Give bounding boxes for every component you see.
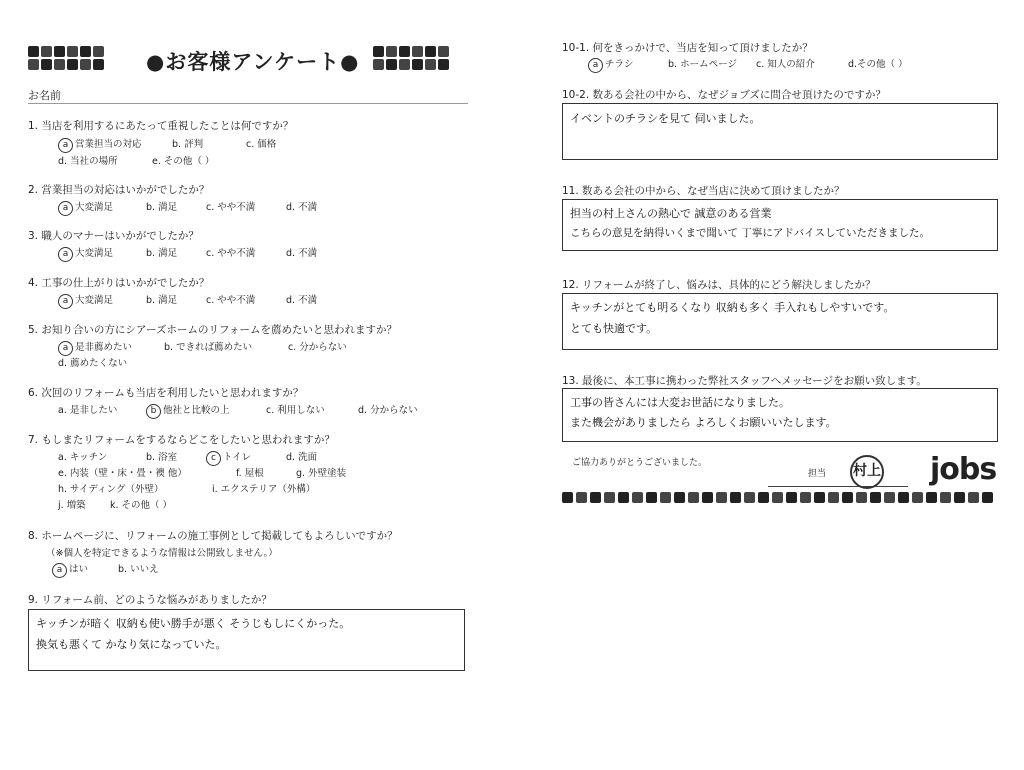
selected-circle: a (52, 563, 67, 578)
q7-option-a: a. キッチン (58, 452, 108, 463)
q5-text: 5. お知り合いの方にシアーズホームのリフォームを薦めたいと思われますか？ (28, 324, 397, 336)
q1-option-a: a 営業担当の対応 (58, 136, 142, 153)
q1-option-d: d. 当社の場所 (58, 156, 118, 167)
title-row (28, 40, 458, 80)
selected-circle: a (58, 294, 73, 309)
q13-text: 13. 最後に、本工事に携わった弊社スタッフへメッセージをお願い致します。 (562, 375, 927, 387)
q5-option-d: d. 薦めたくない (58, 358, 128, 369)
q6-option-d: d. 分からない (358, 405, 418, 416)
q1-option-e: e. その他（ ） (152, 156, 215, 167)
q7-text: 7. もしまたリフォームをするならどこをしたいと思われますか？ (28, 434, 335, 446)
q1-option-b: b. 評判 (172, 139, 204, 150)
q1-text: 1. 当店を利用するにあたって重視したことは何ですか？ (28, 120, 294, 132)
q10-1-option-c: c. 知人の紹介 (756, 59, 815, 70)
q2-text: 2. 営業担当の対応はいかがでしたか？ (28, 184, 210, 196)
q5-option-a: a 是非薦めたい (58, 339, 132, 356)
staff-stamp: 村上 (850, 455, 884, 489)
q2-option-a: a 大変満足 (58, 199, 113, 216)
q7-option-b: b. 浴室 (146, 452, 178, 463)
q7-option-g: g. 外壁塗装 (296, 468, 347, 479)
q7-option-d: d. 洗面 (286, 452, 318, 463)
q4-option-a: a 大変満足 (58, 292, 113, 309)
selected-circle: c (206, 451, 221, 466)
staff-line (768, 486, 908, 487)
selected-circle: a (58, 247, 73, 262)
q10-1-option-d: d.その他（ ） (848, 59, 908, 70)
jobs-logo: jobs (930, 452, 997, 487)
q2-option-b: b. 満足 (146, 202, 178, 213)
selected-circle: a (58, 201, 73, 216)
q2-option-d: d. 不満 (286, 202, 318, 213)
q1-option-c: c. 価格 (246, 139, 277, 150)
thanks-text: ご協力ありがとうございました。 (572, 458, 708, 468)
q8-option-b: b. いいえ (118, 564, 159, 575)
q10-2-answer-line1: イベントのチラシを見て 伺いました。 (570, 112, 761, 125)
q3-option-c: c. やや不満 (206, 248, 256, 259)
q3-option-a: a 大変満足 (58, 245, 113, 262)
page-title: ●お客様アンケート● (146, 50, 360, 74)
q7-option-i: i. エクステリア（外構） (212, 484, 316, 495)
q8-text: 8. ホームページに、リフォームの施工事例として掲載してもよろしいですか？ (28, 530, 398, 542)
q7-option-c: c トイレ (206, 449, 251, 466)
q9-answer-line1: キッチンが暗く 収納も使い勝手が悪く そうじもしにくかった。 (36, 617, 351, 630)
footer-square-pattern (562, 492, 996, 506)
q7-option-e: e. 内装（壁・床・畳・襖 他） (58, 468, 187, 479)
q7-option-k: k. その他（ ） (110, 500, 173, 511)
q9-text: 9. リフォーム前、どのような悩みがありましたか？ (28, 594, 272, 606)
q11-answer-line2: こちらの意見を納得いくまで聞いて 丁寧にアドバイスしていただきました。 (570, 227, 931, 239)
name-label: お名前 (28, 89, 61, 102)
q12-text: 12. リフォームが終了し、悩みは、具体的にどう解決しましたか？ (562, 279, 876, 291)
q8-note: （※個人を特定できるような情報は公開致しません。） (46, 548, 278, 559)
q4-option-b: b. 満足 (146, 295, 178, 306)
q3-text: 3. 職人のマナーはいかがでしたか？ (28, 230, 199, 242)
q10-1-option-b: b. ホームページ (668, 59, 737, 70)
q13-answer-line2: また機会がありましたら よろしくお願いいたします。 (570, 416, 837, 429)
q6-text: 6. 次回のリフォームも当店を利用したいと思われますか？ (28, 387, 304, 399)
q2-option-c: c. やや不満 (206, 202, 256, 213)
q5-option-b: b. できれば薦めたい (164, 342, 253, 353)
q11-answer-line1: 担当の村上さんの熱心で 誠意のある営業 (570, 207, 772, 220)
q13-answer-line1: 工事の皆さんには大変お世話になりました。 (570, 396, 790, 409)
q4-option-d: d. 不満 (286, 295, 318, 306)
q6-option-a: a. 是非したい (58, 405, 118, 416)
q6-option-c: c. 利用しない (266, 405, 325, 416)
q6-option-b: b 他社と比較の上 (146, 402, 230, 419)
q7-option-j: j. 増築 (58, 500, 86, 511)
q10-1-text: 10-1. 何をきっかけで、当店を知って頂けましたか？ (562, 42, 813, 54)
q10-1-option-a: a チラシ (588, 56, 634, 73)
staff-label: 担当 (808, 469, 827, 479)
selected-circle: a (588, 58, 603, 73)
q4-text: 4. 工事の仕上がりはいかがでしたか？ (28, 277, 210, 289)
name-line (28, 103, 468, 104)
q9-answer-line2: 換気も悪くて かなり気になっていた。 (36, 638, 227, 651)
q4-option-c: c. やや不満 (206, 295, 256, 306)
q11-text: 11. 数ある会社の中から、なぜ当店に決めて頂けましたか？ (562, 185, 845, 197)
selected-circle: a (58, 341, 73, 356)
q3-option-d: d. 不満 (286, 248, 318, 259)
selected-circle: a (58, 138, 73, 153)
q10-2-text: 10-2. 数ある会社の中から、なぜジョブズに問合せ頂けたのですか？ (562, 89, 886, 101)
q7-option-f: f. 屋根 (236, 468, 264, 479)
q12-answer-line1: キッチンがとても明るくなり 収納も多く 手入れもしやすいです。 (570, 301, 895, 314)
q5-option-c: c. 分からない (288, 342, 347, 353)
q8-option-a: a はい (52, 561, 88, 578)
q12-answer-line2: とても快適です。 (570, 322, 658, 335)
q7-option-h: h. サイディング（外壁） (58, 484, 164, 495)
selected-circle: b (146, 404, 161, 419)
q3-option-b: b. 満足 (146, 248, 178, 259)
